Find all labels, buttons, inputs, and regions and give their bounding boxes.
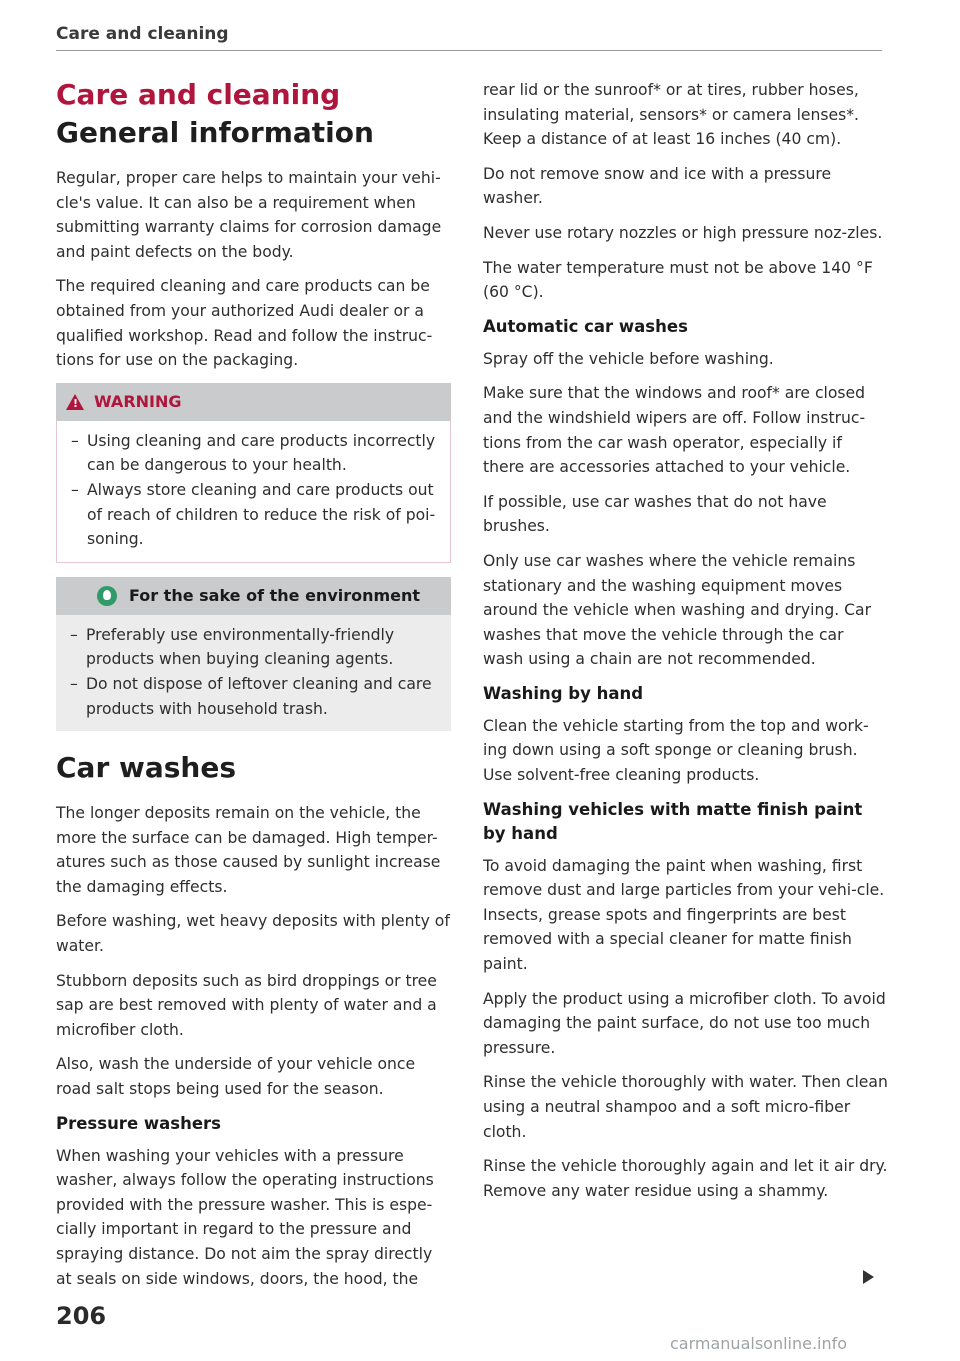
header-divider — [56, 50, 882, 51]
list-item: – Do not dispose of leftover cleaning and care products with household trash. — [66, 672, 437, 721]
right-column — [483, 78, 888, 1213]
paragraph: If possible, use car washes that do not have brushes. — [483, 492, 827, 536]
warning-body — [56, 421, 451, 563]
list-item: – Preferably use environmentally-friendly products when buying cleaning agents. — [66, 623, 437, 672]
paragraph: Do not remove snow and ice with a pressure washer. — [483, 164, 832, 208]
watermark: carmanualsonline.info — [670, 1334, 848, 1353]
paragraph: The required cleaning and care products can be obtained from your authorized Audi dealer or a qualified workshop. Read and follow the instruc-tions for use on the packaging. — [56, 277, 433, 370]
paragraph: Only use car washes where the vehicle remains stationary and the washing equipment moves around the vehicle when washing and drying. Car washes that move the vehicle through the car wash using a chain are not recommended. — [483, 551, 872, 669]
paragraph: Spray off the vehicle before washing. — [483, 349, 774, 368]
list-item: – Using cleaning and care products incorrectly can be dangerous to your health. — [67, 429, 436, 478]
paragraph: The water temperature must not be above 140 °F (60 °C). — [483, 258, 873, 302]
environment-title: For the sake of the environment — [128, 586, 421, 606]
paragraph: To avoid damaging the paint when washing, first remove dust and large particles from your vehi-cle. Insects, grease spots and fingerprints are best removed with a special cleaner for matte finish paint. — [483, 856, 885, 974]
paragraph: Apply the product using a microfiber cloth. To avoid damaging the paint surface, do not use too much pressure. — [483, 989, 886, 1057]
paragraph: rear lid or the sunroof* or at tires, rubber hoses, insulating material, sensors* or camera lenses*. Keep a distance of at least 16 inches (40 cm). — [483, 81, 860, 149]
general-info-heading: General information — [56, 116, 374, 149]
car-washes-heading: Car washes — [56, 751, 237, 785]
paragraph: Rinse the vehicle thoroughly again and let it air dry. Remove any water residue using a shammy. — [483, 1157, 888, 1200]
list-item: – Always store cleaning and care products out of reach of children to reduce the risk of poi-soning. — [67, 478, 436, 552]
paragraph: The longer deposits remain on the vehicle, the more the surface can be damaged. High temper-atures such as those caused by sunlight increase the damaging effects. — [56, 804, 441, 896]
matte-finish-heading: Washing vehicles with matte finish paint by hand — [483, 799, 863, 843]
washing-by-hand-heading: Washing by hand — [483, 683, 644, 703]
paragraph: Never use rotary nozzles or high pressure noz-zles. — [483, 223, 883, 242]
environment-header — [56, 577, 451, 615]
running-header: Care and cleaning — [56, 24, 229, 44]
paragraph: Regular, proper care helps to maintain your vehi-cle's value. It can also be a requirement when submitting warranty claims for corrosion damage and paint defects on the body. — [56, 169, 442, 261]
environment-body — [56, 615, 451, 731]
paragraph: Clean the vehicle starting from the top and work-ing down using a soft sponge or cleaning brush. Use solvent-free cleaning products. — [483, 716, 869, 785]
paragraph: When washing your vehicles with a pressure washer, always follow the operating instructions provided with the pressure washer. This is espe-cially important in regard to the pressure and spraying distance. Do not aim the spray directly at seals on side windows, doors, the hood, the — [56, 1146, 434, 1288]
pressure-washers-heading: Pressure washers — [56, 1113, 221, 1133]
left-column — [56, 70, 451, 1301]
warning-triangle-icon: ! — [66, 394, 84, 410]
warning-box — [56, 383, 451, 563]
paragraph: Make sure that the windows and roof* are closed and the windshield wipers are off. Follow instruc-tions from the car wash operator, especially if there are accessories attached to your vehicle. — [483, 384, 866, 477]
paragraph: Also, wash the underside of your vehicle once road salt stops being used for the season. — [56, 1055, 416, 1099]
environment-box — [56, 577, 451, 731]
paragraph: Stubborn deposits such as bird droppings or tree sap are best removed with plenty of water and a microfiber cloth. — [56, 971, 437, 1039]
environment-leaf-icon — [97, 586, 117, 606]
warning-header — [56, 383, 451, 421]
paragraph: Before washing, wet heavy deposits with plenty of water. — [56, 912, 450, 956]
section-title: Care and cleaning — [56, 78, 341, 111]
paragraph: Rinse the vehicle thoroughly with water. Then clean using a neutral shampoo and a soft micro-fiber cloth. — [483, 1073, 888, 1141]
automatic-car-washes-heading: Automatic car washes — [483, 316, 688, 336]
continue-arrow-icon — [863, 1270, 874, 1284]
page-number: 206 — [56, 1302, 107, 1330]
warning-title: WARNING — [94, 392, 182, 412]
